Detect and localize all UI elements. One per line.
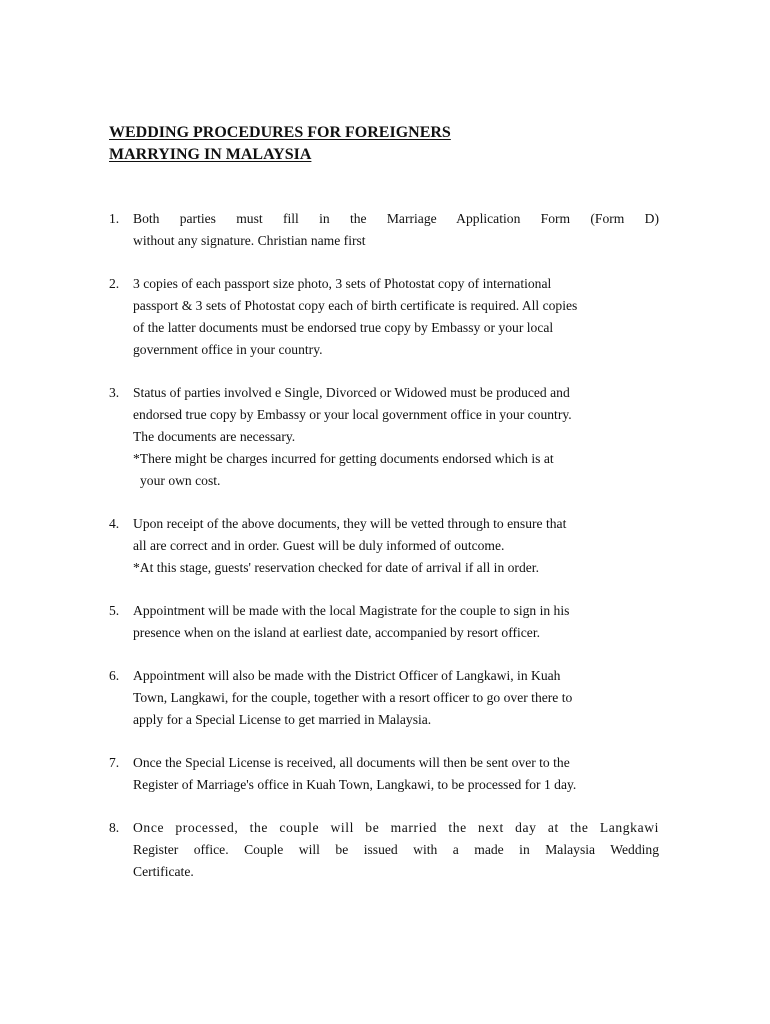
item-text-line: Town, Langkawi, for the couple, together with a resort officer to go over there to — [133, 690, 573, 705]
procedure-item-3 — [109, 382, 659, 492]
item-text-line: Certificate. — [133, 864, 194, 879]
item-number: 1. — [109, 211, 120, 226]
item-text-line: The documents are necessary. — [133, 429, 296, 444]
item-text-line: Register office. Couple will be issued with a made in Malaysia Wedding — [133, 842, 659, 857]
procedure-item-8 — [109, 817, 659, 883]
procedure-item-5 — [109, 600, 659, 644]
item-text-line: Once the Special License is received, all documents will then be sent over to the — [133, 755, 570, 770]
procedure-item-4 — [109, 513, 659, 579]
item-text-line: Once processed, the couple will be married the next day at the Langkawi — [133, 820, 659, 835]
item-text-line: of the latter documents must be endorsed true copy by Embassy or your local — [133, 320, 554, 335]
item-number: 3. — [109, 385, 120, 400]
item-text-line: presence when on the island at earliest date, accompanied by resort officer. — [133, 625, 541, 640]
item-text-line: Upon receipt of the above documents, they will be vetted through to ensure that — [133, 516, 567, 531]
item-note-line: your own cost. — [140, 473, 221, 488]
item-number: 4. — [109, 516, 120, 531]
item-text-line: passport & 3 sets of Photostat copy each of birth certificate is required. All copies — [133, 298, 578, 313]
item-text-line: apply for a Special License to get married in Malaysia. — [133, 712, 432, 727]
item-text-line: without any signature. Christian name first — [133, 233, 366, 248]
item-note-line: *At this stage, guests' reservation checked for date of arrival if all in order. — [133, 560, 539, 575]
procedure-list — [109, 208, 659, 904]
item-text-line: Register of Marriage's office in Kuah Town, Langkawi, to be processed for 1 day. — [133, 777, 577, 792]
item-text-line: endorsed true copy by Embassy or your local government office in your country. — [133, 407, 572, 422]
item-text-line: all are correct and in order. Guest will be duly informed of outcome. — [133, 538, 505, 553]
item-text-line: Appointment will also be made with the District Officer of Langkawi, in Kuah — [133, 668, 561, 683]
item-number: 5. — [109, 603, 120, 618]
procedure-item-2 — [109, 273, 659, 361]
item-text-line: Appointment will be made with the local Magistrate for the couple to sign in his — [133, 603, 570, 618]
procedure-item-6 — [109, 665, 659, 731]
item-number: 6. — [109, 668, 120, 683]
item-text-line: government office in your country. — [133, 342, 323, 357]
document-title — [109, 122, 669, 166]
title-line-2: MARRYING IN MALAYSIA — [109, 146, 312, 163]
item-note-line: *There might be charges incurred for getting documents endorsed which is at — [133, 451, 554, 466]
title-line-1: WEDDING PROCEDURES FOR FOREIGNERS — [109, 124, 451, 141]
item-text-line: Status of parties involved e Single, Divorced or Widowed must be produced and — [133, 385, 570, 400]
item-number: 8. — [109, 820, 120, 835]
item-number: 7. — [109, 755, 120, 770]
item-text-line: Both parties must fill in the Marriage Application Form (Form D) — [133, 211, 659, 226]
item-number: 2. — [109, 276, 120, 291]
item-text-line: 3 copies of each passport size photo, 3 sets of Photostat copy of international — [133, 276, 552, 291]
procedure-item-7 — [109, 752, 659, 796]
procedure-item-1 — [109, 208, 659, 252]
